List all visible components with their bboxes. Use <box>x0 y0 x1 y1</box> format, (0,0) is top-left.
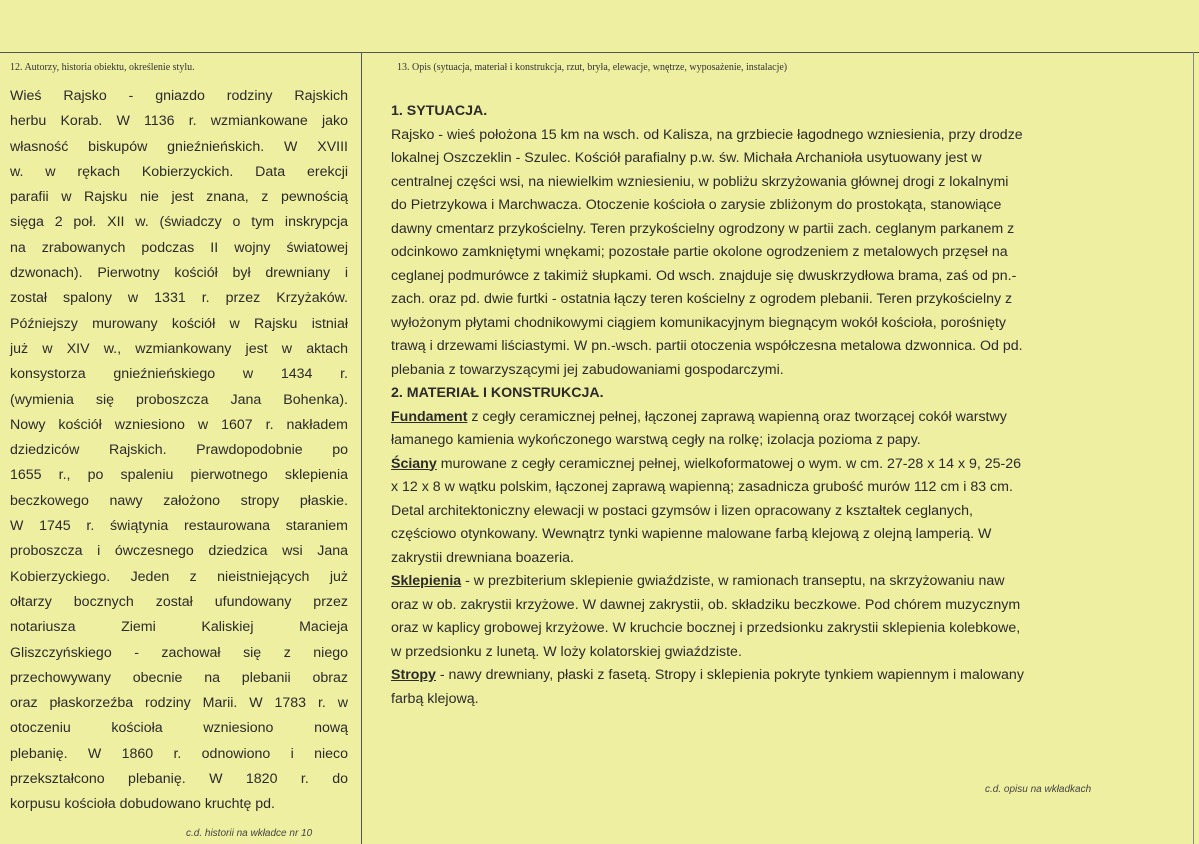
history-line: Kobierzyckiego. Jeden z nieistniejących już <box>10 568 348 585</box>
right-footer-note: c.d. opisu na wkładkach <box>985 784 1092 795</box>
description-line <box>391 335 1121 359</box>
history-line: notariusza Ziemi Kaliskiej Macieja <box>10 619 348 636</box>
history-line: sięga 2 poł. XII w. (świadczy o tym inskrypcja <box>10 214 348 231</box>
line-text: x 12 x 8 w wątku polskim, łączonej zaprawą wapienną; zasadnicza grubość murów 112 cm i 83 cm. <box>391 479 1013 495</box>
history-line: własność biskupów gnieźnieńskich. W XVIII <box>10 138 348 155</box>
left-column-header: 12. Autorzy, historia obiektu, określenie stylu. <box>10 62 195 73</box>
history-line: Gliszczyńskiego - zachował się z niego <box>10 644 348 661</box>
history-line: parafii w Rajsku nie jest znana, z pewnością <box>10 189 348 206</box>
line-text: do Pietrzykowa i Marchwacza. Otoczenie kościoła o zarysie zbliżonym do prostokąta, stanowiące <box>391 197 1002 213</box>
history-line: w. w rękach Kobierzyckich. Data erekcji <box>10 163 348 180</box>
line-text: odcinkowo zamkniętymi wnękami; pozostałe partie okolone ogrodzeniem z metalowych przęseł na <box>391 244 1008 260</box>
description-line <box>391 617 1121 641</box>
fundament-paragraph <box>391 406 1121 453</box>
column-divider <box>361 52 362 844</box>
history-line: plebanię. W 1860 r. odnowiono i nieco <box>10 745 348 762</box>
history-line: beczkowego nawy założono stropy płaskie. <box>10 492 348 509</box>
description-line <box>391 241 1121 265</box>
vaults-paragraph <box>391 570 1121 664</box>
history-line: przekształcono plebanię. W 1820 r. do <box>10 771 348 788</box>
description-line <box>391 312 1121 336</box>
description-line <box>391 147 1121 171</box>
history-line: 1655 r., po spaleniu pierwotnego sklepienia <box>10 467 348 484</box>
line-text: z cegły ceramicznej pełnej, łączonej zaprawą wapienną oraz tworzącej cokół warstwy <box>467 408 1007 425</box>
line-text: plebania z towarzyszącymi jej zabudowaniami gospodarczymi. <box>391 361 784 378</box>
line-text: oraz w kaplicy grobowej krzyżowe. W kruchcie bocznej i przedsionku zakrystii sklepienia kolebkowe, <box>391 620 1021 636</box>
subsection-label: Sklepienia <box>391 573 462 589</box>
right-column-header: 13. Opis (sytuacja, materiał i konstrukcja, rzut, bryła, elewacje, wnętrze, wyposażenie, instalacje) <box>397 62 788 73</box>
history-line: korpusu kościoła dobudowano kruchtę pd. <box>10 796 276 813</box>
line-text: zach. oraz pd. dwie furtki - ostatnia łączy teren kościelny z ogrodem plebanii. Teren przykościelny z <box>391 291 1013 307</box>
right-edge-rule <box>1193 52 1194 844</box>
history-line: herbu Korab. W 1136 r. wzmiankowane jako <box>10 113 348 130</box>
history-line: Nowy kościół wzniesiono w 1607 r. nakładem <box>10 416 348 433</box>
line-text: Rajsko - wieś położona 15 km na wsch. od Kalisza, na grzbiecie łagodnego wzniesienia, przy drodze <box>391 126 1023 143</box>
line-text: Detal architektoniczny elewacji w postaci gzymsów i lizen opracowany z kształtek ceglanych, <box>391 502 973 519</box>
description-line <box>391 570 1121 594</box>
description-line <box>391 688 1121 712</box>
history-line: przechowywany obecnie na plebanii obraz <box>10 669 348 686</box>
subsection-label: Stropy <box>391 667 436 683</box>
history-line: (wymienia się proboszcza Jana Bohenka). <box>10 391 348 408</box>
description-line <box>391 265 1121 289</box>
line-text: lokalnej Oszczeklin - Szulec. Kościół parafialny p.w. św. Michała Archanioła usytuowany jest w <box>391 150 982 166</box>
description-text <box>391 100 1121 711</box>
history-line: na zrabowanych podczas II wojny światowej <box>10 239 348 256</box>
history-text <box>10 84 348 818</box>
description-line <box>391 523 1121 547</box>
line-text: wyłożonym płytami chodnikowymi ciągiem komunikacyjnym biegnącym wokół kościoła, porośnięty <box>391 314 1007 331</box>
line-text: - w prezbiterium sklepienie gwiaździste, w ramionach transeptu, na skrzyżowaniu naw <box>461 573 1005 589</box>
history-line: dzwonach). Pierwotny kościół był drewniany i <box>10 265 348 282</box>
line-text: trawą i drzewami liściastymi. W pn.-wsch. partii otoczenia współczesna metalowa dzwonnica. Od pd. <box>391 338 1023 354</box>
description-line <box>391 124 1121 148</box>
line-text: oraz w ob. zakrystii krzyżowe. W dawnej zakrystii, ob. składziku beczkowe. Pod chórem muzycznym <box>391 596 1021 613</box>
line-text: ceglanej podmurówce z takimiż słupkami. Od wsch. znajduje się dwuskrzydłowa brama, zaś od pn.- <box>391 267 1017 284</box>
history-line: proboszcza i ówczesnego dziedzica wsi Jana <box>10 543 348 560</box>
line-text: łamanego kamienia wykończonego warstwą cegły na rolkę; izolacja pozioma z papy. <box>391 432 921 448</box>
description-line <box>391 547 1121 571</box>
history-line: W 1745 r. świątynia restaurowana staraniem <box>10 518 348 535</box>
history-line: Wieś Rajsko - gniazdo rodziny Rajskich <box>10 88 348 104</box>
description-line <box>391 218 1121 242</box>
line-text: farbą klejową. <box>391 690 479 707</box>
description-line <box>391 641 1121 665</box>
line-text: - nawy drewniany, płaski z fasetą. Stropy i sklepienia pokryte tynkiem wapiennym i malowany <box>435 667 1024 683</box>
top-rule <box>0 52 1199 53</box>
history-line: oraz płaskorzeźba rodziny Marii. W 1783 r. w <box>10 695 348 712</box>
situation-paragraph <box>391 124 1121 383</box>
history-line: został spalony w 1331 r. przez Krzyżaków. <box>10 290 348 307</box>
section-title-material: 2. MATERIAŁ I KONSTRUKCJA. <box>391 385 604 401</box>
history-line: konsystorza gnieźnieńskiego w 1434 r. <box>10 366 348 383</box>
description-line <box>391 288 1121 312</box>
line-text: częściowo otynkowany. Wewnątrz tynki wapienne malowane farbą klejową z olejną lamperią. W <box>391 526 992 542</box>
section-title-situation: 1. SYTUACJA. <box>391 103 488 119</box>
description-line <box>391 194 1121 218</box>
line-text: murowane z cegły ceramicznej pełnej, wielkoformatowej o wym. w cm. 27-28 x 14 x 9, 25-26 <box>436 455 1022 472</box>
history-line: Późniejszy murowany kościół w Rajsku istniał <box>10 315 348 332</box>
walls-paragraph <box>391 453 1121 571</box>
description-line <box>391 476 1121 500</box>
description-line <box>391 453 1121 477</box>
line-text: w przedsionku z lunetą. W loży kolatorskiej gwiaździste. <box>391 643 742 660</box>
description-line <box>391 664 1121 688</box>
description-line <box>391 594 1121 618</box>
left-footer-note: c.d. historii na wkładce nr 10 <box>186 828 313 839</box>
line-text: dawny cmentarz przykościelny. Teren przykościelny ogrodzony w partii zach. ceglanym parkanem z <box>391 220 1015 237</box>
description-line <box>391 429 1121 453</box>
history-line: ołtarzy bocznych został ufundowany przez <box>10 593 348 610</box>
description-line <box>391 406 1121 430</box>
description-line <box>391 171 1121 195</box>
history-line: dziedziców Rajskich. Prawdopodobnie po <box>10 442 348 459</box>
description-line <box>391 359 1121 383</box>
line-text: zakrystii drewniana boazeria. <box>391 549 574 566</box>
subsection-label: Fundament <box>391 408 468 425</box>
history-line: otoczeniu kościoła wzniesiono nową <box>10 720 348 737</box>
ceilings-paragraph <box>391 664 1121 711</box>
line-text: centralnej części wsi, na niewielkim wzniesieniu, w pobliżu skrzyżowania głównej drogi z lokalnymi <box>391 173 1009 190</box>
history-line: już w XIV w., wzmiankowany jest w aktach <box>10 340 348 357</box>
subsection-label: Ściany <box>391 455 437 472</box>
description-line <box>391 500 1121 524</box>
